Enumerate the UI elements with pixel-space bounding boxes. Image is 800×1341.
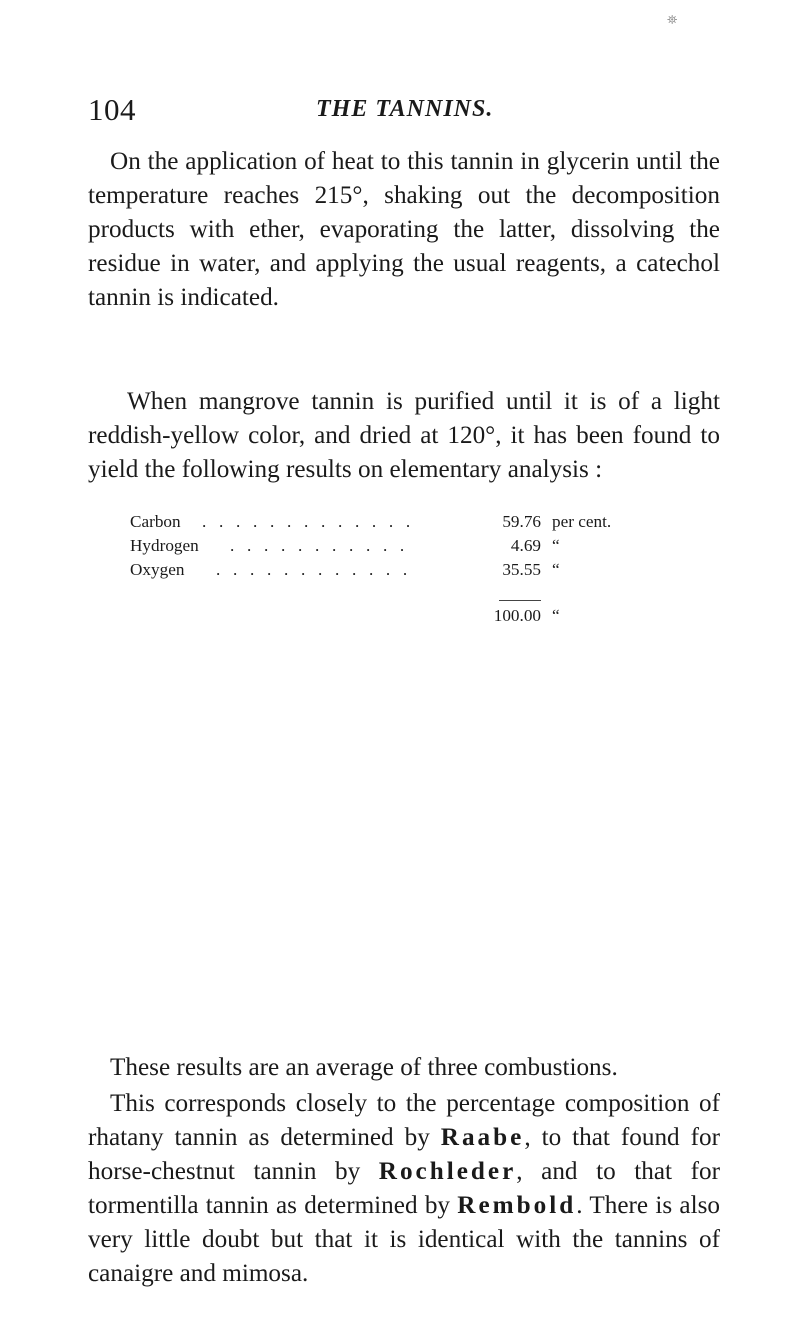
running-title: THE TANNINS. — [316, 96, 494, 122]
comparison-text: , and to that for tormentilla tannin as determined by — [88, 1158, 720, 1219]
paragraph-combustions: These results are an average of three combustions. — [110, 1054, 618, 1081]
author-name-rembold: Rembold — [457, 1192, 577, 1219]
leader-dots: . . . . . . . . . . . . — [216, 560, 412, 579]
leader-dots: . . . . . . . . . . . . . — [202, 512, 415, 531]
comparison-text: This corresponds closely to the percentage composition of rhatany tannin as determined by — [88, 1090, 720, 1151]
comparison-text: . There is also very little doubt but that it is identical with the tannins of canaigre and mimosa. — [88, 1192, 720, 1287]
page-number: 104 — [88, 92, 136, 127]
leader-dots: . . . . . . . . . . . — [230, 536, 409, 555]
element-name: Carbon — [130, 512, 181, 531]
author-name-rochleder: Rochleder — [378, 1158, 517, 1185]
element-name: Hydrogen — [130, 536, 199, 555]
composition-row-carbon — [130, 512, 690, 536]
paragraph-mangrove-analysis: When mangrove tannin is purified until it is of a light reddish-yellow color, and dried at 120°, it has been found to yield the following results on elementary analysis : — [88, 388, 720, 483]
element-value: 4.69 — [510, 536, 541, 555]
corner-mark: ⛯ — [667, 12, 678, 27]
element-unit: “ — [552, 536, 560, 555]
element-value: 35.55 — [502, 560, 541, 579]
element-value: 59.76 — [502, 512, 541, 531]
paragraph-comparison — [88, 1087, 720, 1291]
total-unit: “ — [552, 606, 560, 625]
author-name-raabe: Raabe — [440, 1124, 525, 1151]
page-header — [88, 92, 718, 132]
composition-row-hydrogen — [130, 536, 690, 560]
element-unit: per cent. — [552, 512, 612, 531]
comparison-text: , to that found for horse-chestnut tannin by — [88, 1124, 720, 1185]
element-name: Oxygen — [130, 560, 185, 579]
total-rule — [499, 600, 541, 601]
element-unit: “ — [552, 560, 560, 579]
composition-total-row — [130, 606, 690, 630]
composition-table — [130, 512, 690, 625]
total-value: 100.00 — [493, 606, 541, 625]
paragraph-heat-application: On the application of heat to this tannin in glycerin until the temperature reaches 215°, shaking out the decomposition products with ether, evaporating the latter, dissolving the residue in water, and applying the usual reagents, a catechol tannin is indicated. — [88, 148, 720, 311]
composition-row-oxygen — [130, 560, 690, 584]
